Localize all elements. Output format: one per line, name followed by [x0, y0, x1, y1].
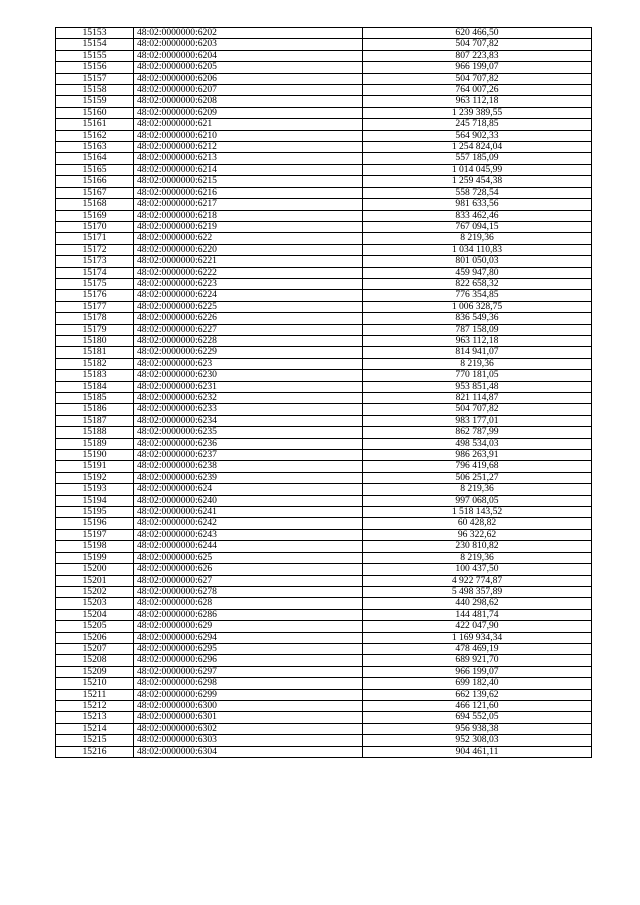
table-row [56, 335, 592, 346]
cadastral-number-cell: 48:02:0000000:6299 [134, 689, 363, 700]
row-number-cell: 15180 [56, 335, 134, 346]
row-number-cell: 15183 [56, 370, 134, 381]
row-number-cell: 15157 [56, 73, 134, 84]
cadastral-value-cell: 478 469,19 [363, 643, 592, 654]
row-number-cell: 15198 [56, 541, 134, 552]
cadastral-value-cell: 1 259 454,38 [363, 176, 592, 187]
cadastral-number-cell: 48:02:0000000:6235 [134, 427, 363, 438]
table-row [56, 438, 592, 449]
row-number-cell: 15175 [56, 278, 134, 289]
table-row [56, 85, 592, 96]
row-number-cell: 15154 [56, 39, 134, 50]
table-row [56, 723, 592, 734]
cadastral-number-cell: 48:02:0000000:6303 [134, 735, 363, 746]
cadastral-number-cell: 48:02:0000000:6278 [134, 586, 363, 597]
table-row [56, 119, 592, 130]
cadastral-value-cell: 963 112,18 [363, 96, 592, 107]
table-row [56, 153, 592, 164]
table-row [56, 381, 592, 392]
cadastral-number-cell: 48:02:0000000:6240 [134, 495, 363, 506]
row-number-cell: 15204 [56, 609, 134, 620]
cadastral-value-cell: 96 322,62 [363, 529, 592, 540]
cadastral-number-cell: 48:02:0000000:6202 [134, 28, 363, 39]
cadastral-number-cell: 48:02:0000000:6294 [134, 632, 363, 643]
row-number-cell: 15211 [56, 689, 134, 700]
table-row [56, 39, 592, 50]
table-row [56, 199, 592, 210]
cadastral-number-cell: 48:02:0000000:6304 [134, 746, 363, 757]
table-row [56, 598, 592, 609]
cadastral-value-cell: 620 466,50 [363, 28, 592, 39]
table-row [56, 358, 592, 369]
cadastral-number-cell: 48:02:0000000:6300 [134, 700, 363, 711]
cadastral-number-cell: 48:02:0000000:6222 [134, 267, 363, 278]
cadastral-value-cell: 956 938,38 [363, 723, 592, 734]
cadastral-number-cell: 48:02:0000000:6215 [134, 176, 363, 187]
cadastral-number-cell: 48:02:0000000:6239 [134, 472, 363, 483]
cadastral-number-cell: 48:02:0000000:6231 [134, 381, 363, 392]
row-number-cell: 15163 [56, 142, 134, 153]
row-number-cell: 15156 [56, 62, 134, 73]
cadastral-value-cell: 953 851,48 [363, 381, 592, 392]
table-row [56, 28, 592, 39]
cadastral-number-cell: 48:02:0000000:6298 [134, 678, 363, 689]
table-row [56, 564, 592, 575]
row-number-cell: 15215 [56, 735, 134, 746]
table-row [56, 518, 592, 529]
row-number-cell: 15208 [56, 655, 134, 666]
row-number-cell: 15170 [56, 221, 134, 232]
row-number-cell: 15190 [56, 450, 134, 461]
table-row [56, 666, 592, 677]
cadastral-value-cell: 5 498 357,89 [363, 586, 592, 597]
cadastral-number-cell: 48:02:0000000:6244 [134, 541, 363, 552]
table-row [56, 552, 592, 563]
cadastral-number-cell: 48:02:0000000:6206 [134, 73, 363, 84]
table-row [56, 507, 592, 518]
cadastral-value-cell: 422 047,90 [363, 621, 592, 632]
cadastral-number-cell: 48:02:0000000:6297 [134, 666, 363, 677]
table-row [56, 50, 592, 61]
cadastral-number-cell: 48:02:0000000:6301 [134, 712, 363, 723]
cadastral-value-cell: 807 223,83 [363, 50, 592, 61]
row-number-cell: 15213 [56, 712, 134, 723]
table-row [56, 164, 592, 175]
row-number-cell: 15199 [56, 552, 134, 563]
cadastral-value-cell: 60 428,82 [363, 518, 592, 529]
table-row [56, 256, 592, 267]
cadastral-value-cell: 822 658,32 [363, 278, 592, 289]
cadastral-value-cell: 466 121,60 [363, 700, 592, 711]
cadastral-number-cell: 48:02:0000000:6229 [134, 347, 363, 358]
cadastral-value-cell: 498 534,03 [363, 438, 592, 449]
row-number-cell: 15201 [56, 575, 134, 586]
row-number-cell: 15177 [56, 301, 134, 312]
cadastral-number-cell: 48:02:0000000:6214 [134, 164, 363, 175]
table-row [56, 415, 592, 426]
cadastral-value-cell: 8 219,36 [363, 233, 592, 244]
cadastral-value-cell: 966 199,07 [363, 62, 592, 73]
table-row [56, 278, 592, 289]
cadastral-value-cell: 100 437,50 [363, 564, 592, 575]
cadastral-number-cell: 48:02:0000000:6217 [134, 199, 363, 210]
row-number-cell: 15189 [56, 438, 134, 449]
table-row [56, 233, 592, 244]
row-number-cell: 15169 [56, 210, 134, 221]
row-number-cell: 15173 [56, 256, 134, 267]
cadastral-value-cell: 997 068,05 [363, 495, 592, 506]
table-row [56, 495, 592, 506]
cadastral-number-cell: 48:02:0000000:6295 [134, 643, 363, 654]
table-row [56, 142, 592, 153]
cadastral-value-cell: 440 298,62 [363, 598, 592, 609]
table-row [56, 689, 592, 700]
row-number-cell: 15171 [56, 233, 134, 244]
cadastral-number-cell: 48:02:0000000:628 [134, 598, 363, 609]
cadastral-value-cell: 1 518 143,52 [363, 507, 592, 518]
row-number-cell: 15155 [56, 50, 134, 61]
table-row [56, 96, 592, 107]
cadastral-value-cell: 506 251,27 [363, 472, 592, 483]
row-number-cell: 15184 [56, 381, 134, 392]
row-number-cell: 15165 [56, 164, 134, 175]
cadastral-number-cell: 48:02:0000000:6296 [134, 655, 363, 666]
table-row [56, 484, 592, 495]
table-row [56, 472, 592, 483]
table-row [56, 621, 592, 632]
table-row [56, 370, 592, 381]
row-number-cell: 15194 [56, 495, 134, 506]
row-number-cell: 15203 [56, 598, 134, 609]
cadastral-number-cell: 48:02:0000000:6242 [134, 518, 363, 529]
table-row [56, 712, 592, 723]
table-row [56, 655, 592, 666]
cadastral-number-cell: 48:02:0000000:6302 [134, 723, 363, 734]
document-table-container [55, 27, 591, 758]
cadastral-number-cell: 48:02:0000000:6227 [134, 324, 363, 335]
cadastral-value-cell: 245 718,85 [363, 119, 592, 130]
row-number-cell: 15159 [56, 96, 134, 107]
row-number-cell: 15162 [56, 130, 134, 141]
cadastral-value-cell: 8 219,36 [363, 358, 592, 369]
table-row [56, 130, 592, 141]
table-row [56, 700, 592, 711]
cadastral-value-cell: 144 481,74 [363, 609, 592, 620]
cadastral-number-cell: 48:02:0000000:6234 [134, 415, 363, 426]
row-number-cell: 15191 [56, 461, 134, 472]
cadastral-value-cell: 230 810,82 [363, 541, 592, 552]
row-number-cell: 15200 [56, 564, 134, 575]
table-row [56, 301, 592, 312]
cadastral-number-cell: 48:02:0000000:6216 [134, 187, 363, 198]
table-row [56, 678, 592, 689]
table-row [56, 107, 592, 118]
cadastral-value-cell: 833 462,46 [363, 210, 592, 221]
row-number-cell: 15214 [56, 723, 134, 734]
cadastral-value-cell: 564 902,33 [363, 130, 592, 141]
row-number-cell: 15197 [56, 529, 134, 540]
cadastral-number-cell: 48:02:0000000:6210 [134, 130, 363, 141]
table-row [56, 404, 592, 415]
table-row [56, 73, 592, 84]
cadastral-value-cell: 504 707,82 [363, 73, 592, 84]
table-row [56, 746, 592, 757]
table-row [56, 324, 592, 335]
cadastral-number-cell: 48:02:0000000:6228 [134, 335, 363, 346]
cadastral-value-cell: 1 006 328,75 [363, 301, 592, 312]
table-row [56, 643, 592, 654]
row-number-cell: 15193 [56, 484, 134, 495]
table-row [56, 632, 592, 643]
cadastral-value-cell: 862 787,99 [363, 427, 592, 438]
table-row [56, 427, 592, 438]
table-row [56, 176, 592, 187]
row-number-cell: 15210 [56, 678, 134, 689]
cadastral-value-cell: 787 158,09 [363, 324, 592, 335]
row-number-cell: 15187 [56, 415, 134, 426]
cadastral-number-cell: 48:02:0000000:6213 [134, 153, 363, 164]
cadastral-value-cell: 1 254 824,04 [363, 142, 592, 153]
cadastral-number-cell: 48:02:0000000:6241 [134, 507, 363, 518]
row-number-cell: 15167 [56, 187, 134, 198]
row-number-cell: 15153 [56, 28, 134, 39]
row-number-cell: 15185 [56, 393, 134, 404]
cadastral-value-cell: 770 181,05 [363, 370, 592, 381]
cadastral-number-cell: 48:02:0000000:623 [134, 358, 363, 369]
cadastral-number-cell: 48:02:0000000:6220 [134, 244, 363, 255]
cadastral-number-cell: 48:02:0000000:6203 [134, 39, 363, 50]
row-number-cell: 15206 [56, 632, 134, 643]
cadastral-number-cell: 48:02:0000000:6238 [134, 461, 363, 472]
row-number-cell: 15174 [56, 267, 134, 278]
cadastral-value-cell: 767 094,15 [363, 221, 592, 232]
cadastral-value-cell: 4 922 774,87 [363, 575, 592, 586]
cadastral-number-cell: 48:02:0000000:6225 [134, 301, 363, 312]
table-row [56, 450, 592, 461]
cadastral-value-table [55, 27, 592, 758]
table-row [56, 267, 592, 278]
cadastral-number-cell: 48:02:0000000:6223 [134, 278, 363, 289]
row-number-cell: 15160 [56, 107, 134, 118]
cadastral-value-cell: 557 185,09 [363, 153, 592, 164]
table-row [56, 210, 592, 221]
cadastral-value-cell: 966 199,07 [363, 666, 592, 677]
row-number-cell: 15212 [56, 700, 134, 711]
cadastral-number-cell: 48:02:0000000:624 [134, 484, 363, 495]
cadastral-number-cell: 48:02:0000000:6207 [134, 85, 363, 96]
cadastral-value-cell: 796 419,68 [363, 461, 592, 472]
cadastral-value-cell: 1 034 110,83 [363, 244, 592, 255]
row-number-cell: 15181 [56, 347, 134, 358]
row-number-cell: 15158 [56, 85, 134, 96]
row-number-cell: 15179 [56, 324, 134, 335]
table-row [56, 187, 592, 198]
cadastral-number-cell: 48:02:0000000:6209 [134, 107, 363, 118]
cadastral-number-cell: 48:02:0000000:6232 [134, 393, 363, 404]
cadastral-value-cell: 836 549,36 [363, 313, 592, 324]
table-row [56, 290, 592, 301]
table-row [56, 529, 592, 540]
cadastral-number-cell: 48:02:0000000:629 [134, 621, 363, 632]
table-row [56, 62, 592, 73]
row-number-cell: 15209 [56, 666, 134, 677]
cadastral-number-cell: 48:02:0000000:625 [134, 552, 363, 563]
cadastral-value-cell: 963 112,18 [363, 335, 592, 346]
cadastral-number-cell: 48:02:0000000:621 [134, 119, 363, 130]
row-number-cell: 15182 [56, 358, 134, 369]
cadastral-value-cell: 904 461,11 [363, 746, 592, 757]
row-number-cell: 15202 [56, 586, 134, 597]
cadastral-number-cell: 48:02:0000000:6205 [134, 62, 363, 73]
cadastral-number-cell: 48:02:0000000:6286 [134, 609, 363, 620]
table-row [56, 575, 592, 586]
table-row [56, 244, 592, 255]
row-number-cell: 15176 [56, 290, 134, 301]
table-row [56, 735, 592, 746]
table-body [56, 28, 592, 758]
cadastral-value-cell: 1 169 934,34 [363, 632, 592, 643]
table-row [56, 541, 592, 552]
row-number-cell: 15166 [56, 176, 134, 187]
cadastral-value-cell: 814 941,07 [363, 347, 592, 358]
cadastral-number-cell: 48:02:0000000:6226 [134, 313, 363, 324]
row-number-cell: 15196 [56, 518, 134, 529]
cadastral-value-cell: 699 182,40 [363, 678, 592, 689]
table-row [56, 313, 592, 324]
cadastral-value-cell: 983 177,01 [363, 415, 592, 426]
row-number-cell: 15216 [56, 746, 134, 757]
row-number-cell: 15161 [56, 119, 134, 130]
cadastral-value-cell: 8 219,36 [363, 552, 592, 563]
cadastral-number-cell: 48:02:0000000:6212 [134, 142, 363, 153]
cadastral-value-cell: 689 921,70 [363, 655, 592, 666]
table-row [56, 586, 592, 597]
table-row [56, 221, 592, 232]
cadastral-number-cell: 48:02:0000000:6218 [134, 210, 363, 221]
cadastral-value-cell: 801 050,03 [363, 256, 592, 267]
cadastral-number-cell: 48:02:0000000:6208 [134, 96, 363, 107]
cadastral-number-cell: 48:02:0000000:6236 [134, 438, 363, 449]
row-number-cell: 15188 [56, 427, 134, 438]
cadastral-value-cell: 662 139,62 [363, 689, 592, 700]
cadastral-value-cell: 504 707,82 [363, 39, 592, 50]
cadastral-number-cell: 48:02:0000000:6221 [134, 256, 363, 267]
cadastral-value-cell: 776 354,85 [363, 290, 592, 301]
cadastral-value-cell: 8 219,36 [363, 484, 592, 495]
row-number-cell: 15178 [56, 313, 134, 324]
cadastral-number-cell: 48:02:0000000:627 [134, 575, 363, 586]
cadastral-value-cell: 952 308,03 [363, 735, 592, 746]
cadastral-number-cell: 48:02:0000000:6219 [134, 221, 363, 232]
cadastral-value-cell: 821 114,87 [363, 393, 592, 404]
row-number-cell: 15192 [56, 472, 134, 483]
cadastral-value-cell: 504 707,82 [363, 404, 592, 415]
row-number-cell: 15164 [56, 153, 134, 164]
table-row [56, 609, 592, 620]
cadastral-number-cell: 48:02:0000000:626 [134, 564, 363, 575]
row-number-cell: 15168 [56, 199, 134, 210]
cadastral-value-cell: 764 007,26 [363, 85, 592, 96]
cadastral-number-cell: 48:02:0000000:6224 [134, 290, 363, 301]
row-number-cell: 15207 [56, 643, 134, 654]
cadastral-value-cell: 459 947,80 [363, 267, 592, 278]
cadastral-value-cell: 558 728,54 [363, 187, 592, 198]
cadastral-value-cell: 1 239 389,55 [363, 107, 592, 118]
cadastral-number-cell: 48:02:0000000:6237 [134, 450, 363, 461]
row-number-cell: 15172 [56, 244, 134, 255]
cadastral-number-cell: 48:02:0000000:6233 [134, 404, 363, 415]
cadastral-number-cell: 48:02:0000000:622 [134, 233, 363, 244]
cadastral-value-cell: 694 552,05 [363, 712, 592, 723]
cadastral-value-cell: 986 263,91 [363, 450, 592, 461]
table-row [56, 461, 592, 472]
row-number-cell: 15205 [56, 621, 134, 632]
row-number-cell: 15195 [56, 507, 134, 518]
cadastral-value-cell: 981 633,56 [363, 199, 592, 210]
cadastral-value-cell: 1 014 045,99 [363, 164, 592, 175]
cadastral-number-cell: 48:02:0000000:6230 [134, 370, 363, 381]
table-row [56, 347, 592, 358]
cadastral-number-cell: 48:02:0000000:6243 [134, 529, 363, 540]
row-number-cell: 15186 [56, 404, 134, 415]
table-row [56, 393, 592, 404]
cadastral-number-cell: 48:02:0000000:6204 [134, 50, 363, 61]
